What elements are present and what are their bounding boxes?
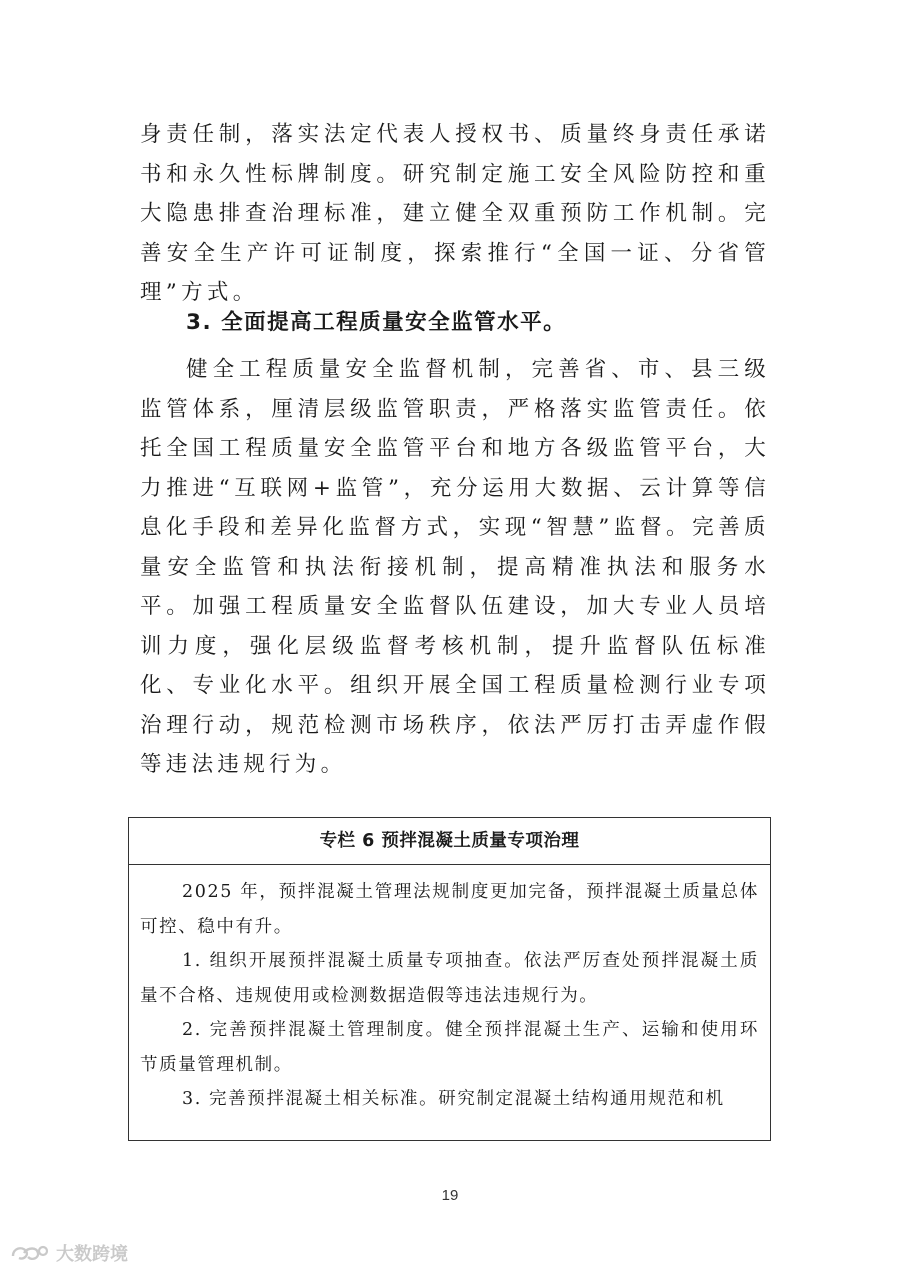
logo-icon [10,1242,50,1264]
body-paragraph: 健全工程质量安全监督机制，完善省、市、县三级监管体系，厘清层级监管职责，严格落实监管责任。依托全国工程质量安全监管平台和地方各级监管平台，大力推进“互联网+监管”，充分运用大数据、云计算等信息化手段和差异化监督方式，实现“智慧”监督。完善质量安全监管和执法衔接机制，提高精准执法和服务水平。加强工程质量安全监督队伍建设，加大专业人员培训力度，强化层级监督考核机制，提升监督队伍标准化、专业化水平。组织开展全国工程质量检测行业专项治理行动，规范检测市场秩序，依法严厉打击弄虚作假等违法违规行为。 [140,357,770,777]
sidebar-box [128,817,771,1141]
section-heading: 3. 全面提高工程质量安全监管水平。 [186,310,567,335]
box-paragraph: 2. 完善预拌混凝土管理制度。健全预拌混凝土生产、运输和使用环节质量管理机制。 [140,1020,759,1075]
box-paragraph: 3. 完善预拌混凝土相关标准。研究制定混凝土结构通用规范和机 [182,1089,725,1109]
box-title: 专栏 6 预拌混凝土质量专项治理 [129,818,770,865]
watermark-text: 大数跨境 [56,1244,128,1265]
page-number: 19 [441,1187,459,1204]
box-paragraph: 2025 年，预拌混凝土管理法规制度更加完备，预拌混凝土质量总体可控、稳中有升。 [140,882,759,937]
watermark [10,1240,128,1266]
body-paragraph-continued: 身责任制，落实法定代表人授权书、质量终身责任承诺书和永久性标牌制度。研究制定施工安全风险防控和重大隐患排查治理标准，建立健全双重预防工作机制。完善安全生产许可证制度，探索推行“全国一证、分省管理”方式。 [140,122,770,305]
box-body [129,865,770,1117]
box-paragraph: 1. 组织开展预拌混凝土质量专项抽查。依法严厉查处预拌混凝土质量不合格、违规使用或检测数据造假等违法违规行为。 [140,951,759,1006]
